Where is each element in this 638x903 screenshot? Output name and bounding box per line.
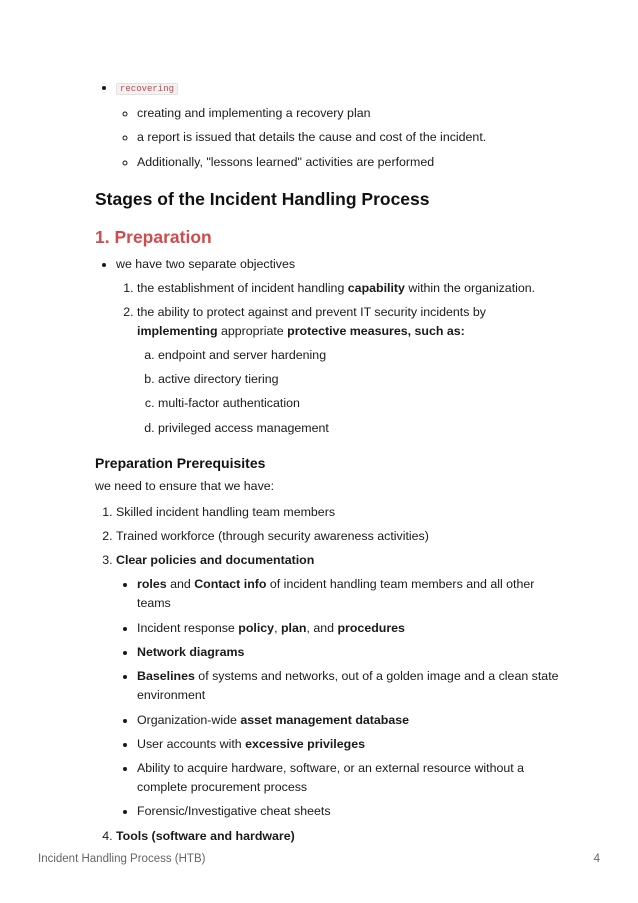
prerequisites-intro: we need to ensure that we have: <box>95 478 275 493</box>
measures-list <box>137 346 565 438</box>
list-item: 1. Skilled incident handling team members <box>116 503 565 522</box>
recovery-list <box>95 78 565 172</box>
stages-heading: Stages of the Incident Handling Process <box>95 188 430 209</box>
recovery-sublist <box>116 104 565 172</box>
list-item: • User accounts with excessive privileges <box>137 735 565 754</box>
list-item: • Organization-wide asset management database <box>137 711 565 730</box>
list-item <box>116 255 565 438</box>
preparation-heading: 1. Preparation <box>95 226 212 247</box>
footer-title: Incident Handling Process (HTB) <box>38 853 206 865</box>
list-item: • Network diagrams <box>137 643 565 662</box>
list-item: 2. Trained workforce (through security awareness activities) <box>116 527 565 546</box>
list-item: • Baselines of systems and networks, out of a golden image and a clean state environment <box>137 667 565 705</box>
list-item: ◦ Additionally, "lessons learned" activities are performed <box>137 153 565 172</box>
list-item: a. endpoint and server hardening <box>158 346 565 365</box>
prerequisites-list <box>95 503 565 846</box>
list-item: c. multi-factor authentication <box>158 394 565 413</box>
objective-item: 2. the ability to protect against and prevent IT security incidents by implementing appropriate protective measures, such as: a. endpoint and server hardening b. active directory tiering c. multi-factor authentication d. privileged access management <box>137 303 565 438</box>
documentation-list <box>116 575 565 821</box>
list-item: b. active directory tiering <box>158 370 565 389</box>
list-item: 4. Tools (software and hardware) <box>116 827 565 846</box>
objectives-intro: we have two separate objectives <box>116 256 296 271</box>
list-item: 3. Clear policies and documentation • roles and Contact info of incident handling team members and all other teams • Incident response policy, plan, and procedures • Network diagrams • Baselines of systems and networks, out of a golden image and a clean state environment • Organization-wide asset management database • User accounts with excessive privileges • Ability to acquire hardware, software, or an external resource without a complete procurement process • Forensic/Investigative cheat sheets <box>116 551 565 821</box>
document-body <box>95 78 565 851</box>
objectives-numbered <box>116 279 565 438</box>
page-number: 4 <box>593 853 600 865</box>
prerequisites-heading: Preparation Prerequisites <box>95 454 266 471</box>
list-item: • Ability to acquire hardware, software, or an external resource without a complete procurement process <box>137 759 565 797</box>
list-item: • roles and Contact info of incident handling team members and all other teams <box>137 575 565 613</box>
list-item: d. privileged access management <box>158 419 565 438</box>
list-item: • Incident response policy, plan, and procedures <box>137 619 565 638</box>
list-item: ◦ creating and implementing a recovery plan <box>137 104 565 123</box>
inline-code: recovering <box>116 83 178 95</box>
objectives-list <box>95 255 565 438</box>
list-item: • Forensic/Investigative cheat sheets <box>137 802 565 821</box>
list-item <box>116 78 565 172</box>
objective-item: 1. the establishment of incident handling capability within the organization. <box>137 279 565 298</box>
list-item: ◦ a report is issued that details the cause and cost of the incident. <box>137 128 565 147</box>
